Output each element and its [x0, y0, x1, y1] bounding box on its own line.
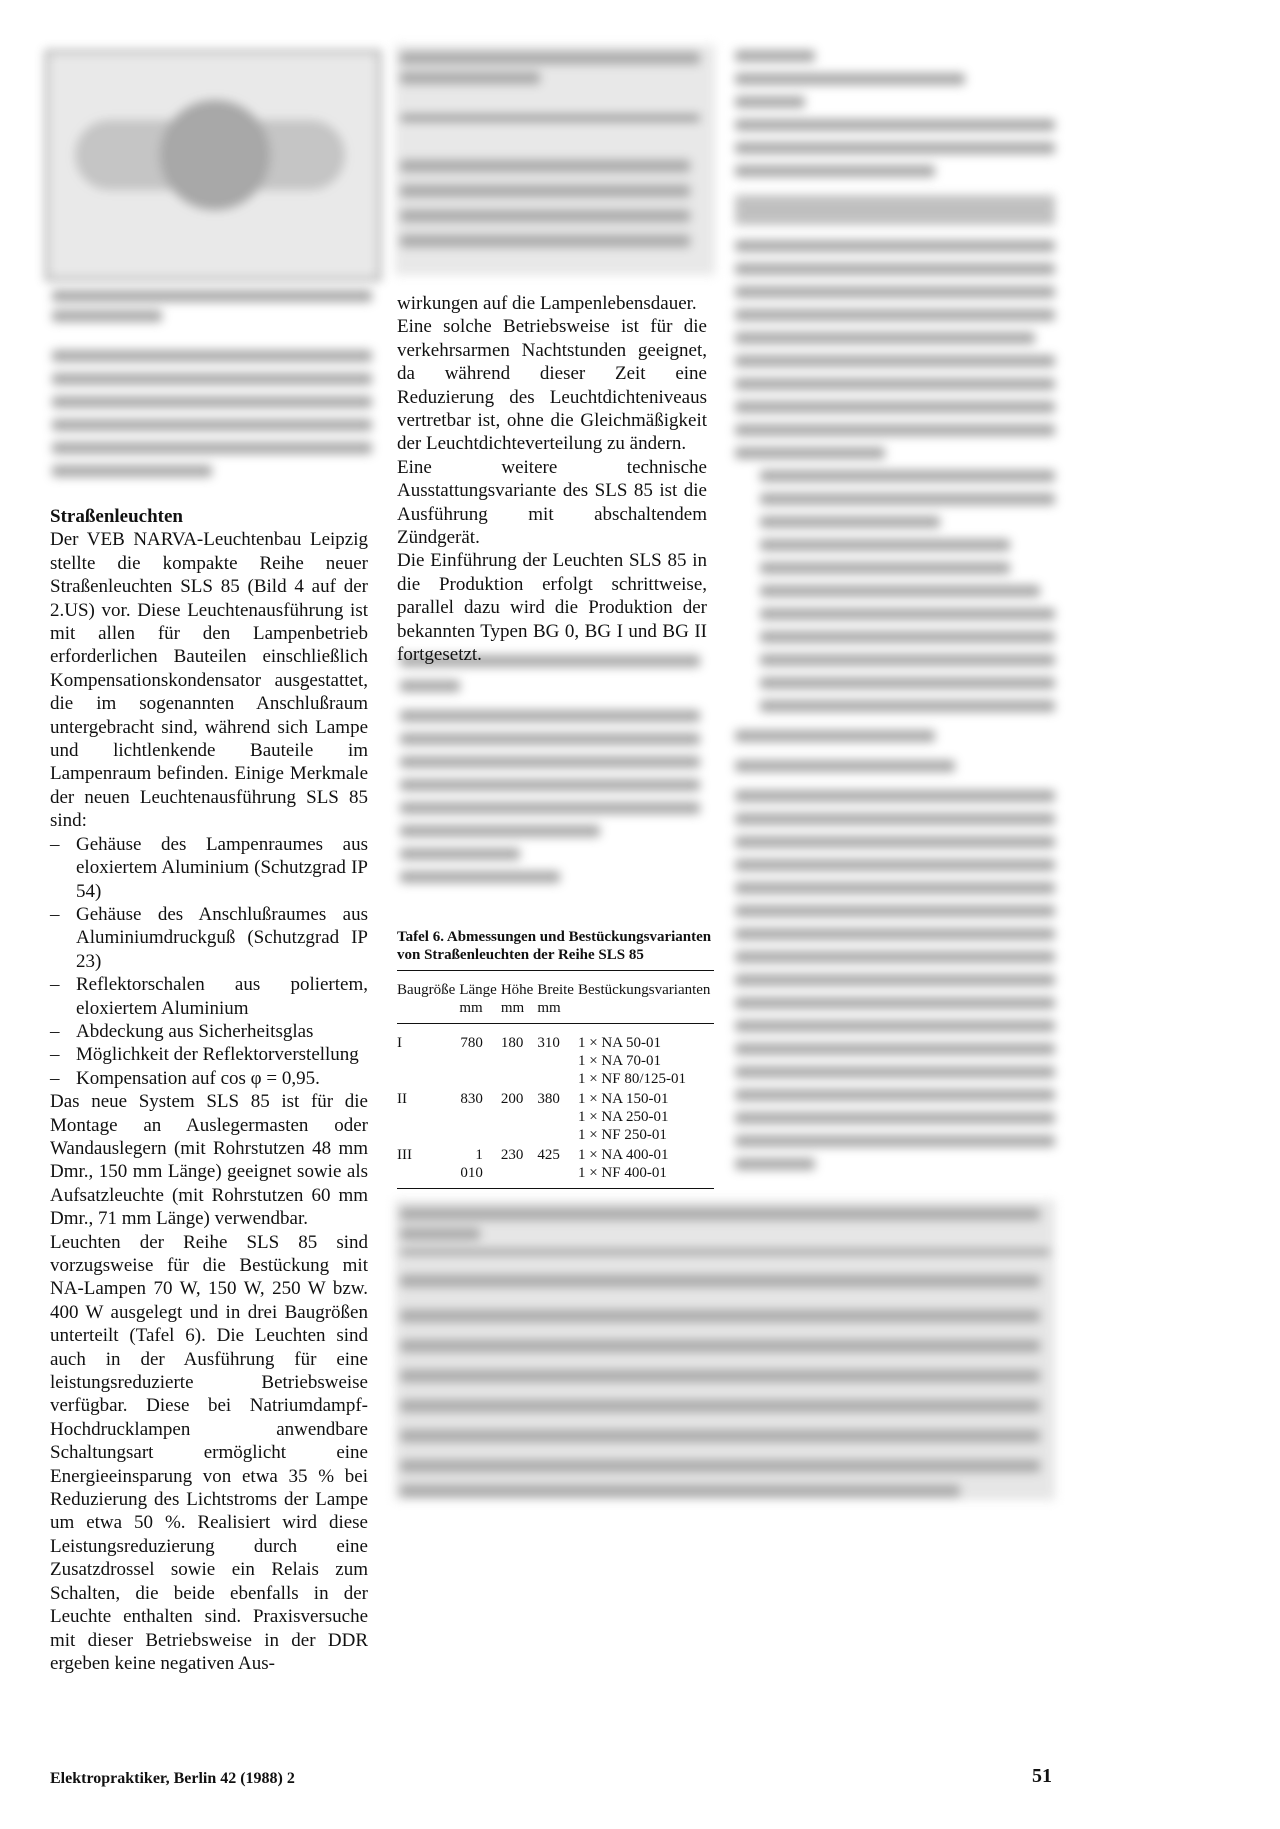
dimensions-table — [397, 970, 714, 1189]
table-cell: I — [397, 1035, 402, 1051]
table-cell: II — [397, 1091, 407, 1107]
table-6 — [397, 928, 717, 1189]
paragraph: Eine weitere technische Ausstattungsvariante des SLS 85 ist die Ausführung mit abschaltendem Zündgerät. — [397, 456, 707, 549]
page-number: 51 — [1032, 1765, 1052, 1787]
table-cell: 830 — [460, 1091, 483, 1107]
table-cell: III — [397, 1144, 459, 1189]
list-item: – Kompensation auf cos φ = 0,95. — [50, 1067, 368, 1090]
feature-list — [50, 833, 368, 1090]
table-header: Höhe mm — [501, 971, 538, 1024]
variant: 1 × NF 80/125-01 — [577, 1071, 687, 1087]
list-item: – Gehäuse des Anschlußraumes aus Aluminiumdruckguß (Schutzgrad IP 23) — [50, 903, 368, 973]
paragraph: Die Einführung der Leuchten SLS 85 in die Produktion erfolgt schrittweise, parallel dazu wird die Produktion der bekannten Typen BG 0, BG I und BG II fortgesetzt. — [397, 550, 707, 666]
variant: 1 × NA 50-01 — [577, 1035, 662, 1051]
table-cell: 780 — [460, 1035, 483, 1051]
paragraph: Das neue System SLS 85 ist für die Montage an Auslegermasten oder Wandauslegern (mit Rohrstutzen 48 mm Dmr., 150 mm Länge) geeignet sowie als Aufsatzleuchte (mit Rohrstutzen 60 mm Dmr., 71 mm Länge) verwendbar. — [50, 1091, 368, 1230]
list-item: – Möglichkeit der Reflektorverstellung — [50, 1043, 368, 1066]
table-cell: 310 — [537, 1035, 560, 1051]
column-middle — [397, 292, 707, 667]
variant: 1 × NF 250-01 — [577, 1127, 667, 1143]
table-cell: 180 — [500, 1035, 524, 1051]
variant: 1 × NA 150-01 — [577, 1091, 669, 1107]
list-item: – Abdeckung aus Sicherheitsglas — [50, 1020, 368, 1043]
list-item: – Gehäuse des Lampenraumes aus eloxiertem Aluminium (Schutzgrad IP 54) — [50, 833, 368, 903]
table-header: Breite mm — [537, 971, 578, 1024]
table-cell: 200 — [500, 1091, 524, 1107]
table-header: Bestückungsvarianten — [578, 971, 714, 1024]
table-header: Länge mm — [459, 971, 500, 1024]
table-cell: 425 — [537, 1144, 578, 1189]
table-row — [397, 1144, 714, 1189]
paragraph: Der VEB NARVA-Leuchtenbau Leipzig stellte die kompakte Reihe neuer Straßenleuchten SLS 85 (Bild 4 auf der 2.US) vor. Diese Leuchtenausführung ist mit allen für den Lampenbetrieb erforderlichen Bauteilen einschließlich Kompensationskondensator ausgestattet, die im sogenannten Anschlußraum untergebracht sind, während sich Lampe und lichtlenkende Bauteile im Lampenraum befinden. Einige Merkmale der neuen Leuchtenausführung SLS 85 sind: — [50, 529, 368, 832]
variant: 1 × NA 250-01 — [577, 1109, 669, 1125]
section-heading: Straßenleuchten — [50, 506, 183, 527]
table-cell: 230 — [501, 1144, 538, 1189]
table-cell: 1 010 — [459, 1144, 500, 1189]
table-header: Baugröße — [397, 971, 459, 1024]
paragraph: Eine solche Betriebsweise ist für die verkehrsarmen Nachtstunden geeignet, da während dieser Zeit eine Reduzierung des Leuchtdichteniveaus vertretbar ist, ohne die Gleichmäßigkeit der Leuchtdichteverteilung zu ändern. — [397, 316, 707, 455]
paragraph: wirkungen auf die Lampenlebensdauer. — [397, 293, 697, 314]
table-row — [397, 1024, 714, 1089]
table-cell: 380 — [537, 1091, 560, 1107]
list-item: – Reflektorschalen aus poliertem, eloxiertem Aluminium — [50, 973, 368, 1020]
column-left — [50, 505, 368, 1675]
table-cell — [578, 1144, 714, 1189]
journal-footer: Elektropraktiker, Berlin 42 (1988) 2 — [50, 1770, 295, 1787]
paragraph: Leuchten der Reihe SLS 85 sind vorzugsweise für die Bestückung mit NA-Lampen 70 W, 150 W, 250 W bzw. 400 W ausgelegt und in drei Baugrößen unterteilt (Tafel 6). Die Leuchten sind auch in der Ausführung für eine leistungsreduzierte Betriebsweise verfügbar. Diese bei Natriumdampf-Hochdrucklampen anwendbare Schaltungsart ermöglicht eine Energieeinsparung von etwa 35 % bei Reduzierung des Lichtstroms der Lampe um etwa 50 %. Realisiert wird diese Leistungsreduzierung durch eine Zusatzdrossel sowie ein Relais zum Schalten, die beide ebenfalls in der Leuchte enthalten sind. Praxisversuche mit dieser Betriebsweise in der DDR ergeben keine negativen Aus- — [50, 1231, 368, 1674]
table-cell — [578, 1088, 714, 1144]
variant: 1 × NA 400-01 — [577, 1147, 669, 1163]
table-row — [397, 1088, 714, 1144]
variant: 1 × NA 70-01 — [577, 1053, 662, 1069]
table-caption: Tafel 6. Abmessungen und Bestückungsvarianten von Straßenleuchten der Reihe SLS 85 — [397, 929, 712, 963]
variant: 1 × NF 400-01 — [577, 1165, 667, 1181]
table-cell — [578, 1024, 714, 1089]
